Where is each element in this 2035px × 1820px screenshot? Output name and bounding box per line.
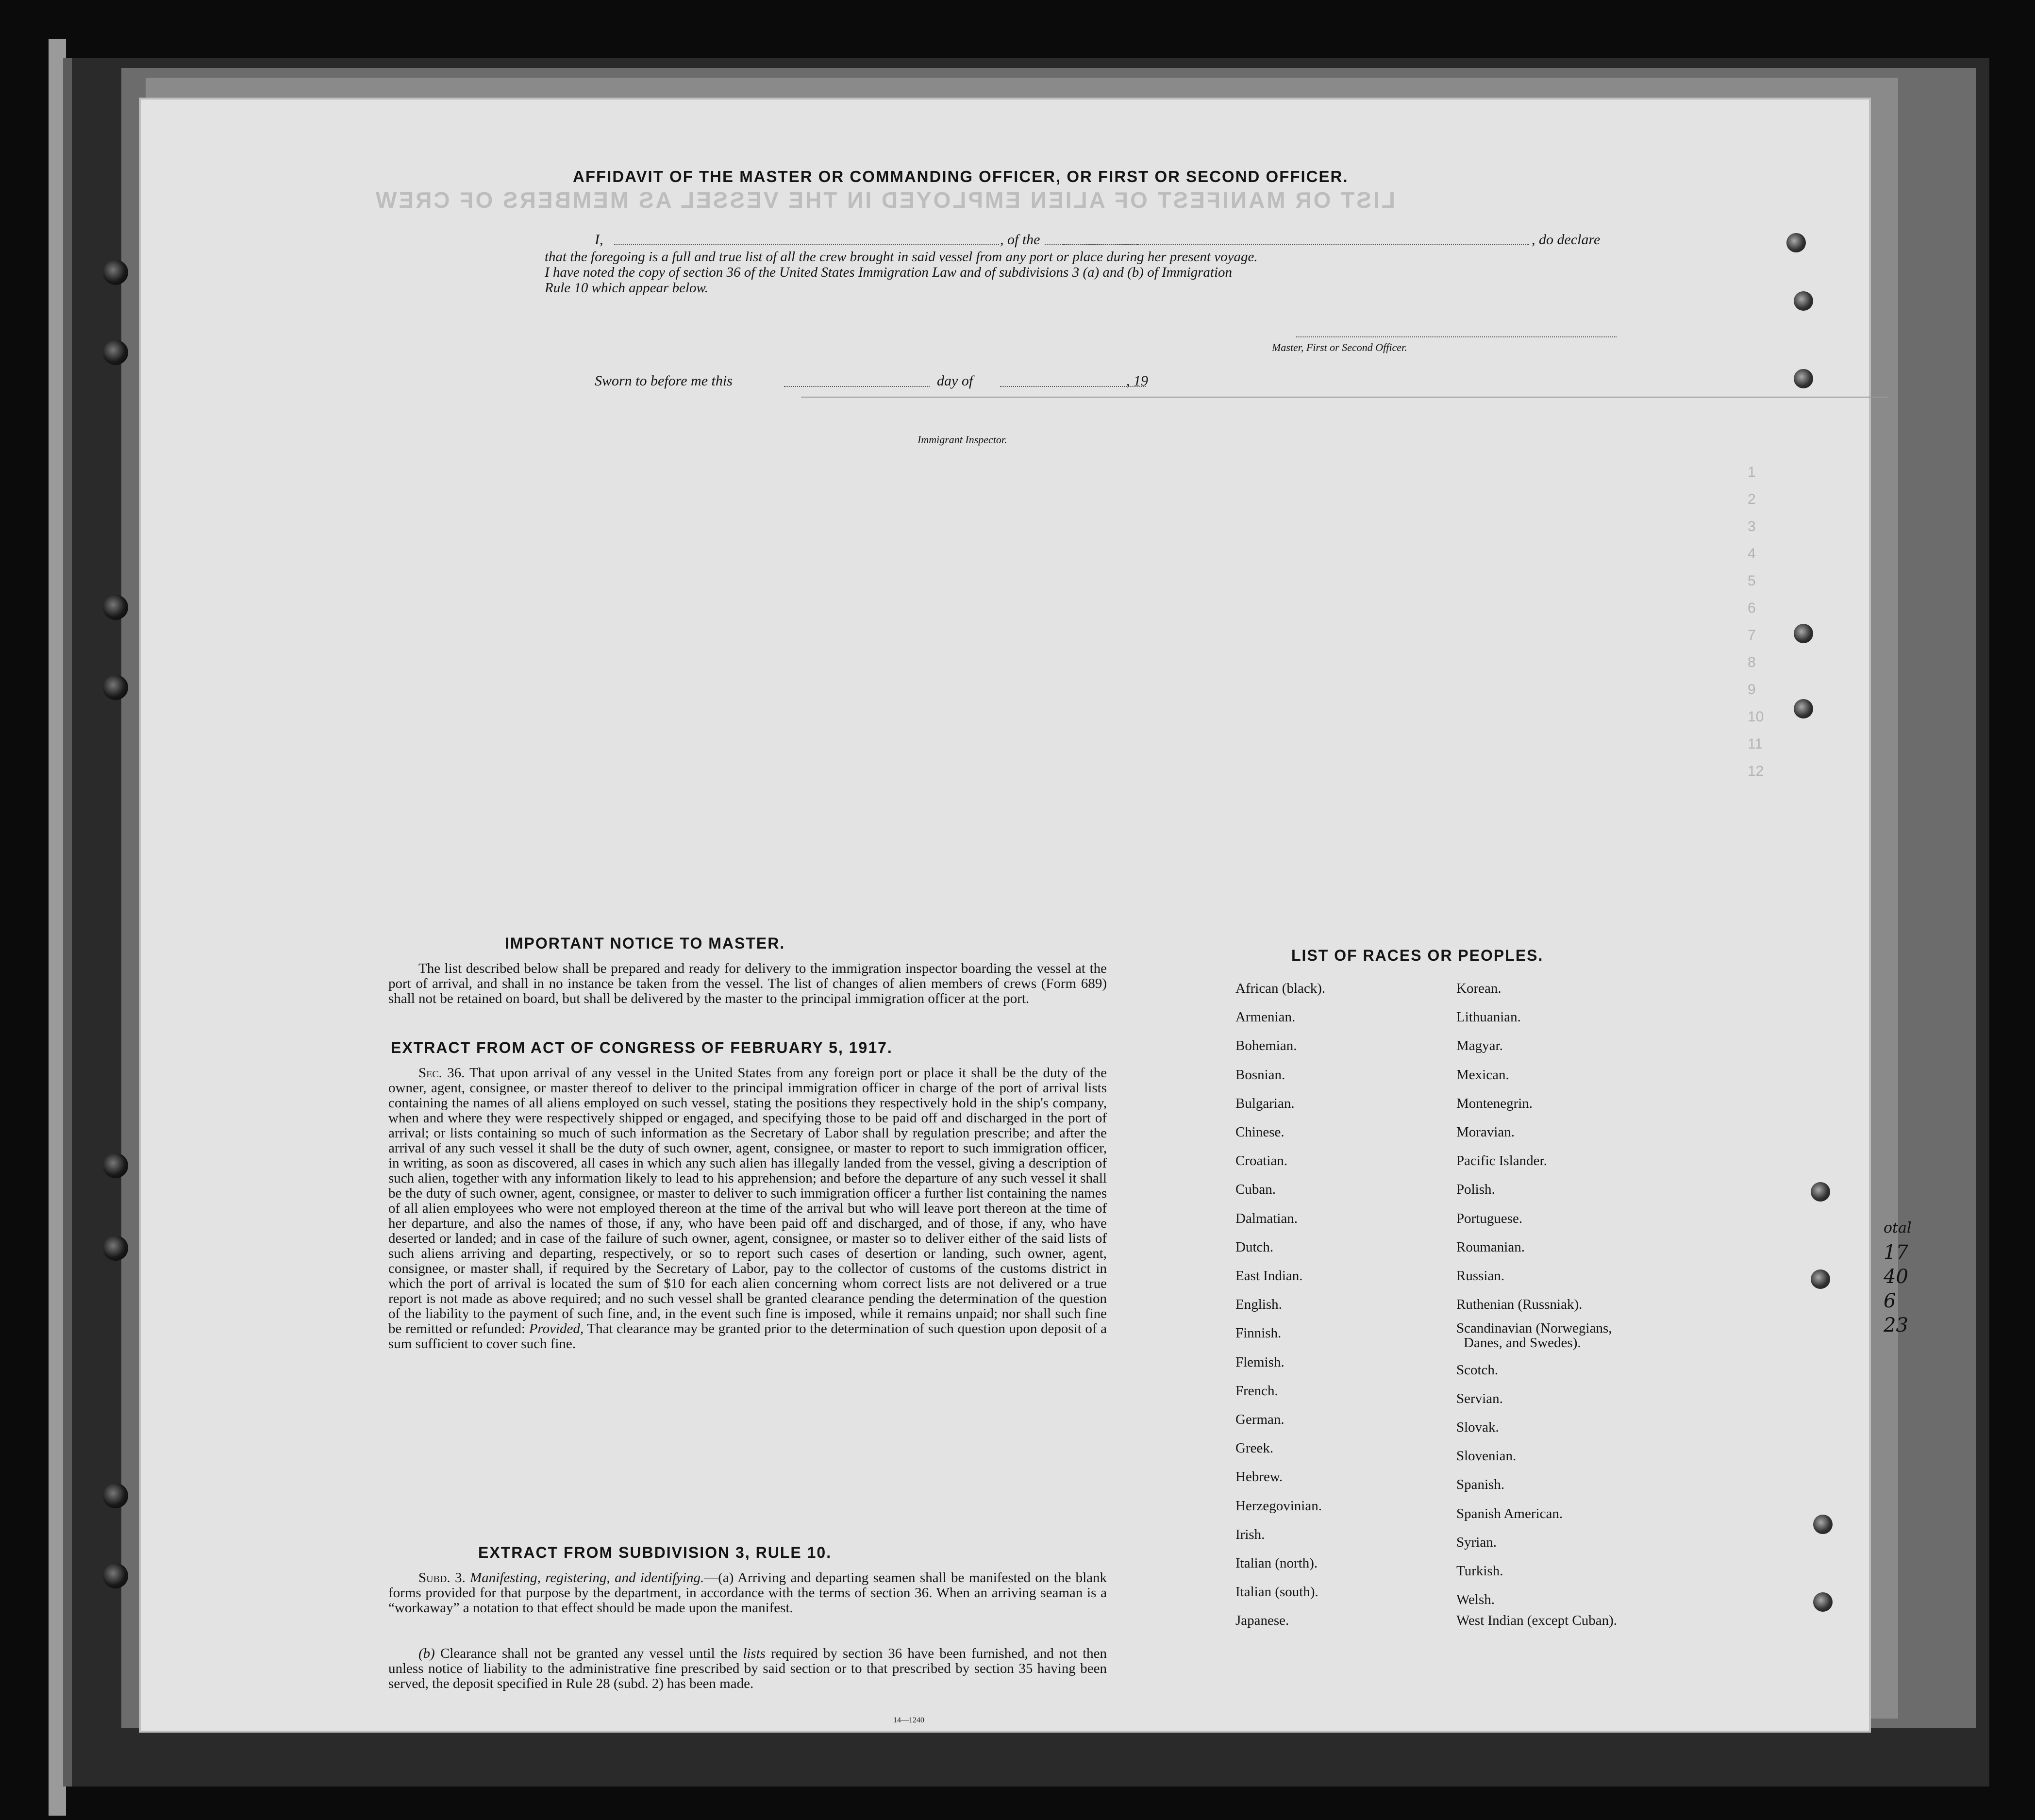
- binder-hole-icon: [1813, 1515, 1833, 1534]
- rule-b-label: (b): [418, 1646, 435, 1661]
- handwritten-margin-note: [1884, 1216, 1912, 1337]
- race-item: Portuguese.: [1456, 1211, 1523, 1226]
- sworn-text: Sworn to before me this: [595, 373, 733, 389]
- race-item: Syrian.: [1456, 1535, 1497, 1550]
- rule-para-b: [388, 1646, 1107, 1691]
- row-number: 2: [1748, 491, 1756, 507]
- sworn-day-line: [784, 386, 930, 387]
- race-item: Pacific Islander.: [1456, 1153, 1547, 1169]
- notice-title: IMPORTANT NOTICE TO MASTER.: [505, 935, 785, 952]
- print-code: 14—1240: [893, 1716, 924, 1724]
- binder-hole-icon: [1794, 699, 1813, 718]
- race-item: Bulgarian.: [1235, 1096, 1295, 1111]
- binder-hole-icon: [1811, 1269, 1830, 1289]
- race-item: Spanish.: [1456, 1477, 1505, 1492]
- act-text: [388, 1066, 1107, 1352]
- race-item: Roumanian.: [1456, 1239, 1525, 1255]
- race-item: Dalmatian.: [1235, 1211, 1298, 1226]
- race-item: Dutch.: [1235, 1239, 1274, 1255]
- binder-hole-icon: [1794, 369, 1813, 388]
- sworn-month-line: [1000, 386, 1146, 387]
- race-item: Polish.: [1456, 1182, 1495, 1197]
- rule-title: EXTRACT FROM SUBDIVISION 3, RULE 10.: [478, 1544, 832, 1561]
- bleed-through-row-numbers: [1748, 459, 1764, 785]
- rule-para-a: [388, 1570, 1107, 1616]
- affidavit-of-the: , of the: [1000, 232, 1044, 248]
- act-tail: That clearance may be granted prior to the determination of such question upon deposit of a sum sufficient to cover such fine.: [388, 1321, 1107, 1352]
- race-item: Irish.: [1235, 1527, 1265, 1542]
- rule-b-lists: lists: [743, 1646, 766, 1661]
- race-item: Bosnian.: [1235, 1067, 1285, 1083]
- sworn-day-of: day of: [937, 373, 973, 389]
- race-item: Greek.: [1235, 1440, 1274, 1456]
- race-item: English.: [1235, 1297, 1282, 1312]
- binder-hole-icon: [1786, 233, 1806, 252]
- race-item: Armenian.: [1235, 1009, 1296, 1025]
- master-name-line: [614, 244, 1138, 245]
- rule-a-label: —(a): [704, 1570, 734, 1586]
- race-item: Ruthenian (Russniak).: [1456, 1297, 1583, 1312]
- row-number: 8: [1748, 654, 1756, 670]
- row-number: 7: [1748, 627, 1756, 643]
- race-item: Welsh.: [1456, 1592, 1495, 1607]
- binder-hole-icon: [103, 340, 128, 365]
- margin-note-line: 17: [1884, 1241, 1908, 1264]
- row-number: 3: [1748, 518, 1756, 534]
- race-item: Finnish.: [1235, 1325, 1282, 1341]
- race-item: Cuban.: [1235, 1182, 1276, 1197]
- race-item: Turkish.: [1456, 1563, 1503, 1579]
- row-number: 11: [1748, 736, 1763, 752]
- affidavit-i: I,: [595, 232, 603, 248]
- race-item: Italian (north).: [1235, 1555, 1318, 1571]
- race-item: Lithuanian.: [1456, 1009, 1521, 1025]
- race-item: East Indian.: [1235, 1268, 1303, 1284]
- races-title: LIST OF RACES OR PEOPLES.: [1291, 947, 1544, 964]
- margin-note-line: 40: [1884, 1266, 1908, 1288]
- row-number: 10: [1748, 709, 1764, 725]
- master-signature-label: Master, First or Second Officer.: [1272, 341, 1407, 353]
- race-item: Flemish.: [1235, 1354, 1284, 1370]
- race-item: Russian.: [1456, 1268, 1505, 1284]
- binder-hole-icon: [103, 675, 128, 700]
- act-section-label: Sec. 36.: [418, 1065, 465, 1081]
- row-number: 9: [1748, 682, 1756, 698]
- act-body: That upon arrival of any vessel in the United States from any foreign port or place it shall be the duty of the owner, agent, consignee, or master thereof to deliver to the principal immigration officer in charge of the port of arrival lists containing the names of all aliens employed on such vessel, stating the positions they respectively hold in the ship's company, when and where they were respectively shipped or engaged, and specifying those to be paid off and discharged in the port of arrival; or lists containing so much of such information as the Secretary of Labor shall by regulation prescribe; and after the arrival of any such vessel it shall be the duty of such owner, agent, consignee, or master to report to such immigration officer, in writing, as soon as discovered, all cases in which any such alien has illegally landed from the vessel, giving a description of such alien, together with any information likely to lead to his apprehension; and before the departure of any such vessel it shall be the duty of such owner, agent, consignee, or master to deliver to such immigration officer a further list containing the names of all alien employees who were not employed thereon at the time of the arrival but who will leave port thereon at the time of her departure, and also the names of those, if any, who have been paid off and discharged, and of those, if any, who have deserted or landed; and in case of the failure of such owner, agent, consignee, or master so to deliver either of the said lists of such aliens arriving and departing, respectively, or so to report such cases of desertion or landing, such owner, agent, consignee, or master shall, if required by the Secretary of Labor, pay to the collector of customs of the customs district in which the port of arrival is located the sum of $10 for each alien concerning whom correct lists are not delivered or a true report is not made as above required; and no such vessel shall be granted clearance pending the determination of the question of the liability to the payment of such fine, and, in the event such fine is imposed, while it remains unpaid; nor shall such fine be remitted or refunded:: [388, 1065, 1107, 1336]
- binder-hole-icon: [103, 1236, 128, 1261]
- rule-subdivision-label: Subd. 3.: [418, 1570, 466, 1586]
- margin-note-line: 23: [1884, 1314, 1908, 1336]
- document-page: [141, 100, 1869, 1731]
- race-item: Slovak.: [1456, 1419, 1499, 1435]
- race-item: Croatian.: [1235, 1153, 1288, 1169]
- binder-hole-icon: [103, 260, 128, 285]
- binder-hole-icon: [103, 1563, 128, 1588]
- notice-text: The list described below shall be prepared and ready for delivery to the immigration inspector boarding the vessel at the port of arrival, and shall in no instance be taken from the vessel. The list of changes of alien members of crews (Form 689) shall not be retained on board, but shall be delivered by the master to the principal immigration officer at the port.: [388, 961, 1107, 1006]
- race-item: African (black).: [1235, 981, 1326, 996]
- row-number: 5: [1748, 573, 1756, 589]
- bleed-through-heading: LIST OR MANIFEST OF ALIEN EMPLOYED IN THE VESSEL AS MEMBERS OF CREW: [374, 187, 1395, 213]
- inspector-label: Immigrant Inspector.: [917, 434, 1007, 446]
- race-item: Korean.: [1456, 981, 1501, 996]
- inspector-signature-line: [801, 397, 1888, 398]
- race-item: Scotch.: [1456, 1362, 1499, 1378]
- affidavit-title: AFFIDAVIT OF THE MASTER OR COMMANDING OFFICER, OR FIRST OR SECOND OFFICER.: [573, 167, 1349, 185]
- rule-b-text-1: Clearance shall not be granted any vessel until the: [440, 1646, 738, 1661]
- race-item: Japanese.: [1235, 1613, 1289, 1628]
- row-number: 4: [1748, 546, 1756, 562]
- act-provided: Provided,: [529, 1321, 584, 1336]
- race-item: Scandinavian (Norwegians,: [1456, 1320, 1612, 1336]
- race-item: West Indian (except Cuban).: [1456, 1613, 1618, 1628]
- race-item: Servian.: [1456, 1391, 1503, 1406]
- binder-hole-icon: [1794, 624, 1813, 643]
- row-number: 1: [1748, 464, 1756, 480]
- sworn-year: , 19: [1126, 373, 1148, 389]
- affidavit-do-declare: , do declare: [1532, 232, 1601, 248]
- binder-hole-icon: [1794, 291, 1813, 311]
- race-item: Bohemian.: [1235, 1038, 1297, 1053]
- race-item: German.: [1235, 1412, 1284, 1427]
- race-item: French.: [1235, 1383, 1278, 1399]
- race-item: Magyar.: [1456, 1038, 1503, 1053]
- rule-b-text-2: required by section 36 have been furnished, and not then unless notice of liability to the administrative fine prescribed by said section or to that prescribed by section 35 having been served, the deposit specified in Rule 28 (subd. 2) has been made.: [388, 1646, 1107, 1691]
- row-number: 6: [1748, 600, 1756, 616]
- margin-note-line: otal: [1884, 1219, 1912, 1236]
- race-item: Slovenian.: [1456, 1448, 1517, 1464]
- race-item: Mexican.: [1456, 1067, 1509, 1083]
- act-title: EXTRACT FROM ACT OF CONGRESS OF FEBRUARY 5, 1917.: [391, 1039, 893, 1056]
- binder-hole-icon: [103, 1153, 128, 1178]
- row-number: 12: [1748, 763, 1764, 779]
- binder-hole-icon: [103, 595, 128, 620]
- race-item: Moravian.: [1456, 1124, 1515, 1140]
- race-item: Spanish American.: [1456, 1506, 1563, 1521]
- affidavit-line-1: that the foregoing is a full and true list of all the crew brought in said vessel from any port or place during her present voyage.: [545, 249, 1258, 265]
- rule-a-text: Arriving and departing seamen shall be manifested on the blank forms provided for that purpose by the department, in accordance with the terms of section 36. When an arriving seaman is a “workaway” a notation to that effect should be made upon the manifest.: [388, 1570, 1107, 1616]
- binder-hole-icon: [1813, 1592, 1833, 1612]
- affidavit-line-3: Rule 10 which appear below.: [545, 280, 708, 296]
- race-item: Herzegovinian.: [1235, 1498, 1322, 1514]
- race-item: Danes, and Swedes).: [1464, 1335, 1581, 1351]
- race-item: Italian (south).: [1235, 1584, 1318, 1600]
- binder-hole-icon: [103, 1483, 128, 1508]
- affidavit-line-2: I have noted the copy of section 36 of the United States Immigration Law and of subdivisions 3 (a) and (b) of Immigration: [545, 265, 1233, 280]
- binder-hole-icon: [1811, 1182, 1830, 1202]
- vessel-name-line: [1063, 244, 1529, 245]
- master-signature-line: [1296, 336, 1617, 337]
- race-item: Chinese.: [1235, 1124, 1284, 1140]
- margin-note-line: 6: [1884, 1290, 1896, 1312]
- race-item: Montenegrin.: [1456, 1096, 1533, 1111]
- rule-heading: Manifesting, registering, and identifying.: [470, 1570, 704, 1586]
- race-item: Hebrew.: [1235, 1469, 1283, 1485]
